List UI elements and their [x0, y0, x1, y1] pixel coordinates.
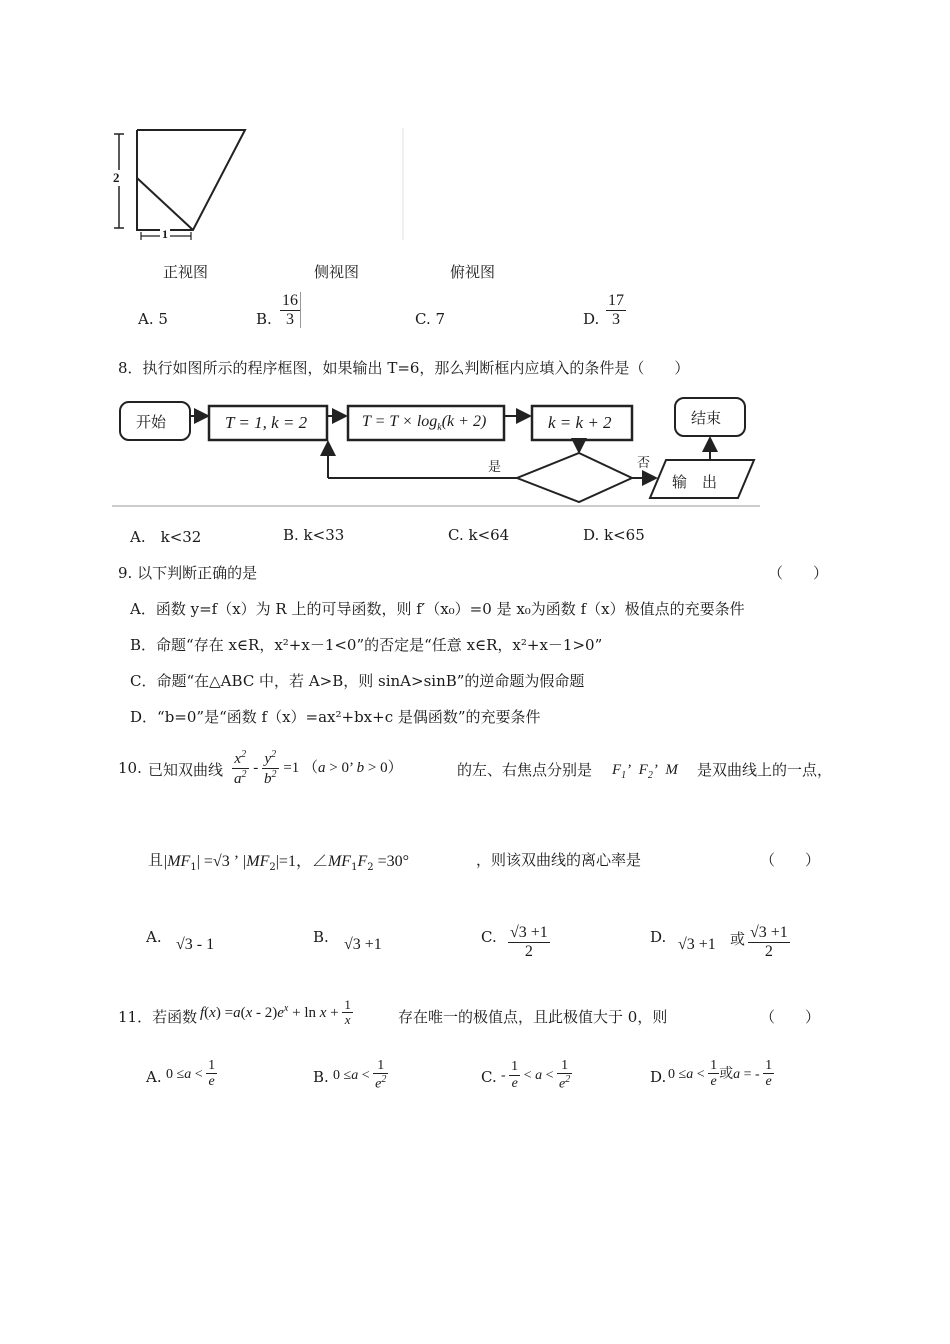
option-a-value: √3 - 1 [176, 936, 215, 953]
hyperbola-equation: $\frac{x^2}{a^2}$ - $\frac{y^2}{b^2}$ =1 （a > 0’ b > 0） [234, 749, 403, 787]
option-d-label[interactable]: D. [583, 310, 600, 328]
option-d-or: 或 [730, 930, 746, 948]
option-c[interactable]: C．命题“在△ABC 中，若 A>B，则 sinA>sinB”的逆命题为假命题 [130, 672, 585, 690]
option-a[interactable]: A．函数 y=f（x）为 R 上的可导函数，则 f′（x₀）=0 是 x₀为函数 f（x）极值点的充要条件 [130, 600, 745, 618]
width-dimension-label: 1 [162, 227, 168, 241]
question-11-answer-paren: （ ） [760, 1008, 821, 1026]
option-d-value-1: √3 +1 [678, 936, 716, 953]
option-c-value: - $\frac{1}{e}$ < a < $\frac{1}{e^2}$ [501, 1058, 571, 1093]
option-b[interactable]: B. k<33 [283, 526, 345, 544]
option-c-label[interactable]: C. [481, 928, 497, 946]
question-9-answer-paren: （ ） [768, 564, 829, 582]
question-10-answer-paren: （ ） [760, 851, 821, 869]
question-10-line2-end: ，则该双曲线的离心率是 [476, 851, 642, 869]
question-8-stem: 8．执行如图所示的程序框图，如果输出 T=6，那么判断框内应填入的条件是（ ） [118, 359, 690, 377]
option-c[interactable]: C. k<64 [448, 526, 510, 544]
option-d-value-2: $\frac{√3 +1}{2}$ [750, 924, 788, 960]
question-10-stem-3: 是双曲线上的一点， [697, 761, 833, 779]
flow-output-label: 输 出 [672, 473, 718, 491]
option-b-value: √3 +1 [344, 936, 382, 953]
option-a-label[interactable]: A. [146, 1068, 162, 1086]
option-c-value: $\frac{√3 +1}{2}$ [510, 924, 548, 960]
question-11-number: 11．若函数 [118, 1008, 198, 1026]
focus-labels: $F_1$’ $F_2$’ M [612, 762, 678, 781]
question-10-line2-start: 且 [148, 851, 164, 869]
option-d-label[interactable]: D. [650, 1068, 667, 1086]
option-b-fraction: $\frac{16}{3}$ [280, 292, 301, 328]
question-10-stem-1: 已知双曲线 [148, 761, 224, 779]
option-b-label[interactable]: B. [313, 1068, 329, 1086]
flow-update-t-label: $T = T \times \log_k(k + 2)$ [362, 413, 487, 434]
option-a[interactable]: A. k<32 [130, 528, 202, 546]
flow-start-label: 开始 [136, 413, 167, 431]
option-b[interactable]: B．命题“存在 x∈R，x²+x－1<0”的否定是“任意 x∈R，x²+x－1>0” [130, 636, 603, 654]
decision-diamond [517, 453, 632, 502]
question-11-stem-end: 存在唯一的极值点，且此极值大于 0，则 [398, 1008, 668, 1026]
caption-side-view: 侧视图 [314, 263, 360, 281]
flow-update-k-label: k = k + 2 [548, 413, 612, 432]
option-b-value: 0 ≤a < $\frac{1}{e^2}$ [333, 1058, 387, 1093]
question-10-stem-2: 的左、右焦点分别是 [457, 761, 593, 779]
flow-end-label: 结束 [691, 409, 722, 427]
question-9-stem: 9. 以下判断正确的是 [118, 564, 258, 582]
caption-top-view: 俯视图 [450, 263, 496, 281]
flow-yes-label: 是 [488, 460, 502, 475]
option-b-label[interactable]: B. [313, 928, 329, 946]
question-10-conditions: $|MF_1| =√3$ ’ $|MF_2|=1$，$\angle MF_1F_2 =30^\circ$ [164, 853, 410, 874]
flow-init-label: T = 1, k = 2 [225, 413, 308, 432]
front-view-drawing [105, 120, 415, 250]
option-a-value: 0 ≤a < $\frac{1}{e}$ [166, 1058, 216, 1090]
function-expression: $f(x) =a(x - 2)e^x + \ln x$ + $\frac{1}{x}$ [200, 997, 351, 1028]
option-d[interactable]: D. k<65 [583, 526, 645, 544]
option-a[interactable]: A. 5 [138, 310, 168, 328]
caption-front-view: 正视图 [163, 263, 209, 281]
option-d[interactable]: D．“b=0”是“函数 f（x）=ax²+bx+c 是偶函数”的充要条件 [130, 708, 541, 726]
height-dimension-label: 2 [113, 170, 120, 185]
option-d-fraction: $\frac{17}{3}$ [608, 292, 624, 328]
option-c[interactable]: C. 7 [415, 310, 446, 328]
option-a-label[interactable]: A. [146, 928, 162, 946]
option-b-label[interactable]: B. [256, 310, 272, 328]
flow-no-label: 否 [637, 456, 651, 471]
option-c-label[interactable]: C. [481, 1068, 497, 1086]
question-10-number: 10. [118, 759, 142, 777]
option-d-value: 0 ≤a < $\frac{1}{e}$ 或a = - $\frac{1}{e}$ [668, 1058, 773, 1090]
option-d-label[interactable]: D. [650, 928, 667, 946]
